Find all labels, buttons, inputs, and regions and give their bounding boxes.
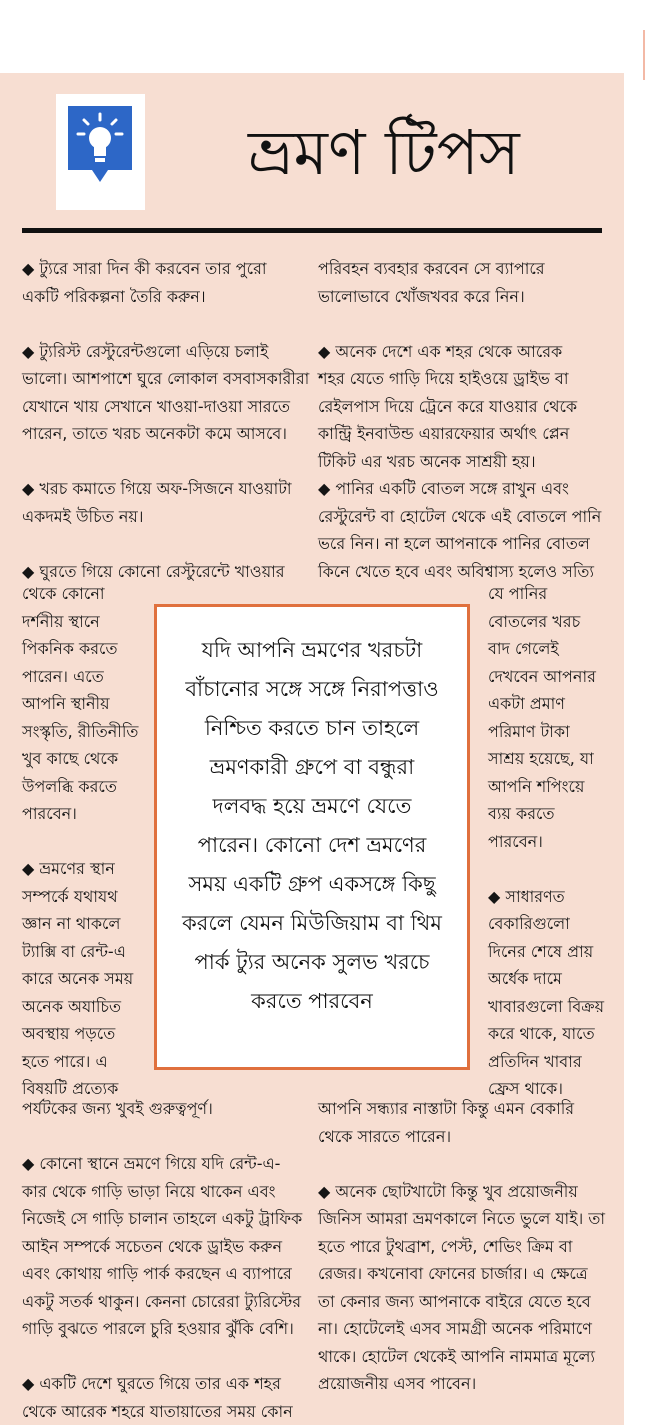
tip-paragraph bbox=[22, 1150, 322, 1343]
text-line: যেখানে খায় সেখানে খাওয়া-দাওয়া সারতে bbox=[22, 396, 291, 416]
text-line: ◆ সাধারণত bbox=[488, 886, 565, 906]
text-line: একটা প্রমাণ bbox=[488, 694, 565, 713]
quote-line: করতে পারবেন bbox=[251, 989, 373, 1013]
text-line: পারবেন। bbox=[488, 831, 543, 851]
quote-line: করলে যেমন মিউজিয়াম বা থিম bbox=[182, 911, 442, 935]
text-line: পরিমাণ টাকা bbox=[488, 721, 570, 741]
text-line: পারবেন। bbox=[22, 804, 77, 823]
quote-line: সময় একটি গ্রুপ একসঙ্গে কিছু bbox=[188, 872, 436, 896]
text-line: জ্ঞান না থাকলে bbox=[22, 914, 121, 933]
text-line: পারেন, তাতে খরচ অনেকটা কমে আসবে। bbox=[22, 424, 288, 443]
text-line: টিকিট এর খরচ অনেক সাশ্রয়ী হয়। bbox=[318, 451, 536, 471]
tip-paragraph bbox=[318, 1095, 618, 1150]
text-line: প্রয়োজনীয় এসব পাবেন। bbox=[318, 1374, 477, 1393]
text-line: থেকে আরেক শহরে যাতায়াতের সময় কোন bbox=[22, 1401, 293, 1421]
icon-box bbox=[56, 94, 145, 210]
title-divider bbox=[22, 228, 602, 233]
text-line: রেজর। কখনোবা ফোনের চার্জার। এ ক্ষেত্রে bbox=[318, 1264, 588, 1283]
text-line: যে পানির bbox=[488, 584, 548, 603]
text-line: পারেন। এতে bbox=[22, 666, 104, 686]
text-line: একটু সতর্ক থাকুন। কেননা চোরেরা ট্যুরিস্টের bbox=[22, 1291, 302, 1311]
text-line: পরিবহন ব্যবহার করবেন সে ব্যাপারে bbox=[318, 259, 545, 278]
text-line: পর্যটকের জন্য খুবই গুরুত্বপূর্ণ। bbox=[22, 1099, 213, 1118]
tip-paragraph bbox=[22, 1370, 322, 1425]
left-column-top bbox=[22, 255, 322, 585]
text-line: আইন সম্পর্কে সচেতন থেকে ড্রাইভ করুন bbox=[22, 1236, 283, 1256]
text-line: ◆ অনেক দেশে এক শহর থেকে আরেক bbox=[318, 341, 563, 361]
quote-line: যদি আপনি ভ্রমণের খরচটা bbox=[201, 638, 423, 662]
text-line: একটি পরিকল্পনা তৈরি করুন। bbox=[22, 286, 206, 306]
text-line: বিষয়টি প্রত্যেক bbox=[22, 1079, 119, 1098]
text-line: ভালোভাবে খোঁজখবর করে নিন। bbox=[318, 286, 525, 306]
text-line: ◆ ট্যুরিস্ট রেস্টুরেন্টগুলো এড়িয়ে চলাই bbox=[22, 341, 269, 361]
text-line: শহর যেতে গাড়ি দিয়ে হাইওয়ে ড্রাইভ বা bbox=[318, 369, 569, 388]
tip-paragraph bbox=[488, 580, 620, 855]
text-line: ◆ পানির একটি বোতল সঙ্গে রাখুন এবং bbox=[318, 479, 569, 498]
page-edge-line bbox=[643, 30, 645, 80]
text-line: কিনে খেতে হবে এবং অবিশ্বাস্য হলেও সত্যি bbox=[318, 561, 595, 581]
right-column-narrow bbox=[488, 580, 620, 1103]
text-line: খুব কাছে থেকে bbox=[22, 749, 119, 768]
text-line: ফ্রেস থাকে। bbox=[488, 1079, 563, 1098]
text-line: কার থেকে গাড়ি ভাড়া নিয়ে থাকেন এবং bbox=[22, 1181, 276, 1201]
tip-paragraph bbox=[22, 580, 150, 828]
text-line: সাশ্রয় হয়েছে, যা bbox=[488, 749, 594, 768]
text-line: ◆ কোনো স্থানে ভ্রমণে গিয়ে যদি রেন্ট-এ- bbox=[22, 1154, 281, 1173]
quote-line: ভ্রমণকারী গ্রুপে বা বন্ধুরা bbox=[209, 755, 415, 779]
left-column-narrow bbox=[22, 580, 150, 1103]
text-line: থেকে কোনো bbox=[22, 584, 105, 603]
text-line: আপনি সন্ধ্যার নাস্তাটা কিন্তু এমন বেকারি bbox=[318, 1099, 575, 1118]
text-line: গাড়ি বুঝতে পারলে চুরি হওয়ার ঝুঁকি বেশি। bbox=[22, 1319, 294, 1338]
text-line: দিনের শেষে প্রায় bbox=[488, 941, 594, 961]
text-line: বোতলের খরচ bbox=[488, 611, 581, 631]
tip-paragraph bbox=[318, 338, 618, 476]
text-line: এবং কোথায় গাড়ি পার্ক করছেন এ ব্যাপারে bbox=[22, 1264, 292, 1283]
tip-paragraph bbox=[318, 255, 618, 310]
text-line: ভরে নিন। না হলে আপনাকে পানির বোতল bbox=[318, 534, 590, 553]
text-line: করে থাকে, যাতে bbox=[488, 1024, 595, 1043]
text-line: থাকে। হোটেল থেকেই আপনি নামমাত্র মূল্যে bbox=[318, 1346, 596, 1366]
quote-line: পারেন। কোনো দেশ ভ্রমণের bbox=[197, 833, 427, 857]
right-column-bottom bbox=[318, 1095, 618, 1398]
lightbulb-icon bbox=[68, 106, 132, 186]
text-line: দর্শনীয় স্থানে bbox=[22, 611, 100, 631]
text-line: তা কেনার জন্য আপনাকে বাইরে যেতে হবে bbox=[318, 1291, 591, 1311]
quote-line: নিশ্চিত করতে চান তাহলে bbox=[204, 716, 420, 740]
page-title: ভ্রমণ টিপস bbox=[248, 116, 520, 189]
right-column-top bbox=[318, 255, 618, 585]
text-line: ◆ ঘুরতে গিয়ে কোনো রেস্টুরেন্টে খাওয়ার bbox=[22, 561, 285, 581]
text-line: আপনি স্থানীয় bbox=[22, 694, 110, 713]
left-column-bottom bbox=[22, 1095, 322, 1425]
text-line: ◆ ভ্রমণের স্থান bbox=[22, 859, 115, 878]
text-line: হতে পারে টুথব্রাশ, পেস্ট, শেভিং ক্রিম বা bbox=[318, 1236, 573, 1256]
tip-paragraph bbox=[22, 255, 322, 310]
tip-paragraph bbox=[488, 883, 620, 1103]
text-line: ভালো। আশপাশে ঘুরে লোকাল বসবাসকারীরা bbox=[22, 369, 310, 388]
text-line: একদমই উচিত নয়। bbox=[22, 506, 144, 526]
text-line: দেখবেন আপনার bbox=[488, 666, 596, 686]
text-line: ◆ ট্যুরে সারা দিন কী করবেন তার পুরো bbox=[22, 259, 267, 278]
quote-line: দলবদ্ধ হয়ে ভ্রমণে যেতে bbox=[212, 794, 412, 818]
text-line: প্রতিদিন খাবার bbox=[488, 1051, 582, 1071]
text-line: ◆ অনেক ছোটখাটো কিন্তু খুব প্রয়োজনীয় bbox=[318, 1181, 578, 1201]
text-line: অবস্থায় পড়তে bbox=[22, 1024, 116, 1043]
text-line: সম্পর্কে যথাযথ bbox=[22, 886, 118, 906]
text-line: ◆ একটি দেশে ঘুরতে গিয়ে তার এক শহর bbox=[22, 1374, 281, 1393]
pull-quote-box bbox=[154, 604, 470, 1070]
tip-paragraph bbox=[22, 855, 150, 1103]
text-line: অনেক অযাচিত bbox=[22, 996, 122, 1016]
text-line: আপনি শপিংয়ে bbox=[488, 776, 585, 796]
text-line: হতে পারে। এ bbox=[22, 1051, 108, 1071]
text-line: উপলব্ধি করতে bbox=[22, 776, 117, 796]
quote-line: বাঁচানোর সঙ্গে সঙ্গে নিরাপত্তাও bbox=[185, 677, 439, 701]
tip-paragraph bbox=[318, 1178, 618, 1398]
text-line: বেকারিগুলো bbox=[488, 914, 570, 933]
text-line: থেকে সারতে পারেন। bbox=[318, 1126, 452, 1146]
text-line: কারে অনেক সময় bbox=[22, 969, 134, 988]
text-line: সংস্কৃতি, রীতিনীতি bbox=[22, 721, 139, 741]
text-line: অর্ধেক দামে bbox=[488, 969, 562, 988]
text-line: বাদ গেলেই bbox=[488, 639, 559, 658]
tip-paragraph bbox=[22, 338, 322, 448]
text-line: খাবারগুলো বিক্রয় bbox=[488, 996, 605, 1016]
tip-paragraph bbox=[22, 475, 322, 530]
text-line: রেইলপাস দিয়ে ট্রেনে করে যাওয়ার থেকে bbox=[318, 396, 578, 416]
text-line: কান্ট্রি ইনবাউন্ড এয়ারফেয়ার অর্থাৎ প্লেন bbox=[318, 424, 570, 443]
text-line: ◆ খরচ কমাতে গিয়ে অফ-সিজনে যাওয়াটা bbox=[22, 479, 292, 498]
text-line: রেস্টুরেন্ট বা হোটেল থেকে এই বোতলে পানি bbox=[318, 506, 602, 526]
tip-paragraph bbox=[22, 1095, 322, 1123]
text-line: নিজেই সে গাড়ি চালান তাহলে একটু ট্রাফিক bbox=[22, 1209, 303, 1228]
text-line: জিনিস আমরা ভ্রমণকালে নিতে ভুলে যাই। তা bbox=[318, 1209, 605, 1228]
text-line: পিকনিক করতে bbox=[22, 639, 118, 658]
quote-line: পার্ক ট্যুর অনেক সুলভ খরচে bbox=[194, 950, 430, 974]
text-line: ব্যয় করতে bbox=[488, 804, 555, 823]
text-line: ট্যাক্সি বা রেন্ট-এ bbox=[22, 941, 126, 961]
tip-paragraph bbox=[318, 475, 618, 585]
text-line: না। হোটেলেই এসব সামগ্রী অনেক পরিমাণে bbox=[318, 1319, 592, 1338]
